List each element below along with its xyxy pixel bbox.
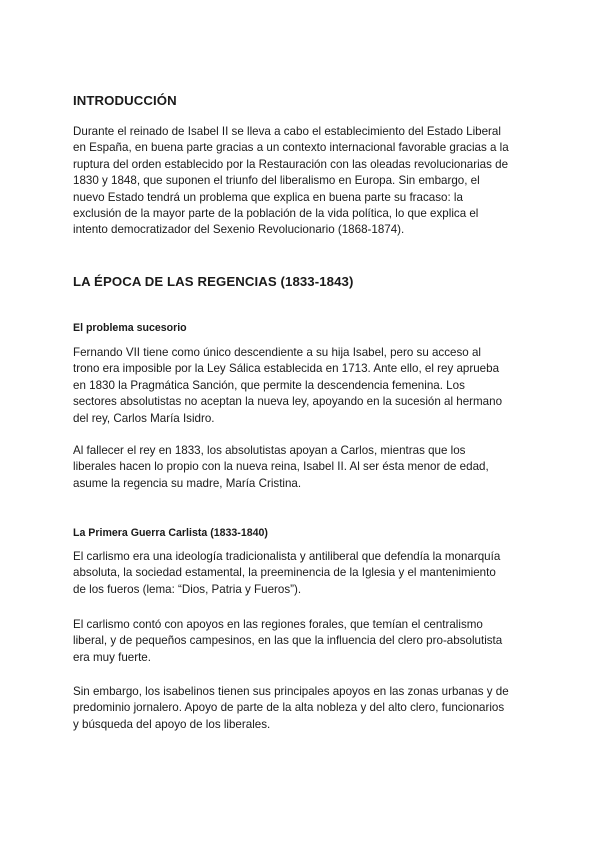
text-line: 1830 y 1848, que suponen el triunfo del liberalismo en Europa. Sin embargo, el: [73, 174, 480, 188]
carlista-paragraph-1: [73, 549, 533, 598]
text-line: El carlismo era una ideología tradicionalista y antiliberal que defendía la monarquía: [73, 550, 501, 563]
text-line: Fernando VII tiene como único descendiente a su hija Isabel, pero su acceso al: [73, 346, 481, 359]
text-line: absoluta, la sociedad estamental, la preeminencia de la Iglesia y el mantenimiento: [73, 566, 496, 580]
text-line: del rey, Carlos María Isidro.: [73, 411, 215, 425]
text-line: sectores absolutistas no aceptan la nueva ley, apoyando en la sucesión al hermano: [73, 395, 503, 409]
heading-epoca-regencias: LA ÉPOCA DE LAS REGENCIAS (1833-1843): [73, 274, 354, 289]
text-line: en España, en buena parte gracias a un contexto internacional favorable gracias a la: [73, 141, 509, 155]
text-line: trono era imposible por la Ley Sálica establecida en 1713. Ante ello, el rey aprueba: [73, 362, 500, 376]
sucesorio-paragraph-1: [73, 345, 533, 427]
text-line: predominio jornalero. Apoyo de parte de la alta nobleza y del alto clero, funcionarios: [73, 701, 505, 715]
text-line: Sin embargo, los isabelinos tienen sus principales apoyos en las zonas urbanas y de: [73, 685, 509, 698]
heading-introduccion: INTRODUCCIÓN: [73, 93, 177, 108]
carlista-paragraph-2: [73, 617, 533, 666]
text-line: asume la regencia su madre, María Cristina.: [73, 476, 302, 490]
text-line: Durante el reinado de Isabel II se lleva a cabo el establecimiento del Estado Liberal: [73, 125, 501, 138]
text-line: liberal, y de pequeños campesinos, en las que la influencia del clero pro-absolutista: [73, 634, 503, 648]
text-line: exclusión de la mayor parte de la población de la vida política, lo que explica el: [73, 207, 479, 221]
text-line: intento democratizador del Sexenio Revolucionario (1868-1874).: [73, 223, 405, 237]
text-line: nuevo Estado tendrá un problema que explica en buena parte su fracaso: la: [73, 190, 463, 204]
subheading-problema-sucesorio: El problema sucesorio: [73, 322, 187, 334]
subheading-primera-guerra-carlista: La Primera Guerra Carlista (1833-1840): [73, 527, 268, 539]
text-line: liberales hacen lo propio con la nueva reina, Isabel II. Al ser ésta menor de edad,: [73, 460, 489, 474]
sucesorio-paragraph-2: [73, 443, 533, 492]
intro-paragraph: [73, 124, 533, 239]
text-line: en 1830 la Pragmática Sanción, que permite la descendencia femenina. Los: [73, 378, 465, 392]
text-line: ruptura del orden establecido por la Restauración con las oleadas revolucionarias de: [73, 157, 509, 171]
text-line: Al fallecer el rey en 1833, los absolutistas apoyan a Carlos, mientras que los: [73, 444, 466, 457]
text-line: El carlismo contó con apoyos en las regiones forales, que temían el centralismo: [73, 618, 483, 631]
carlista-paragraph-3: [73, 684, 533, 733]
text-line: era muy fuerte.: [73, 650, 151, 664]
text-line: de los fueros (lema: “Dios, Patria y Fueros”).: [73, 582, 302, 596]
text-line: y búsqueda del apoyo de los liberales.: [73, 717, 271, 731]
